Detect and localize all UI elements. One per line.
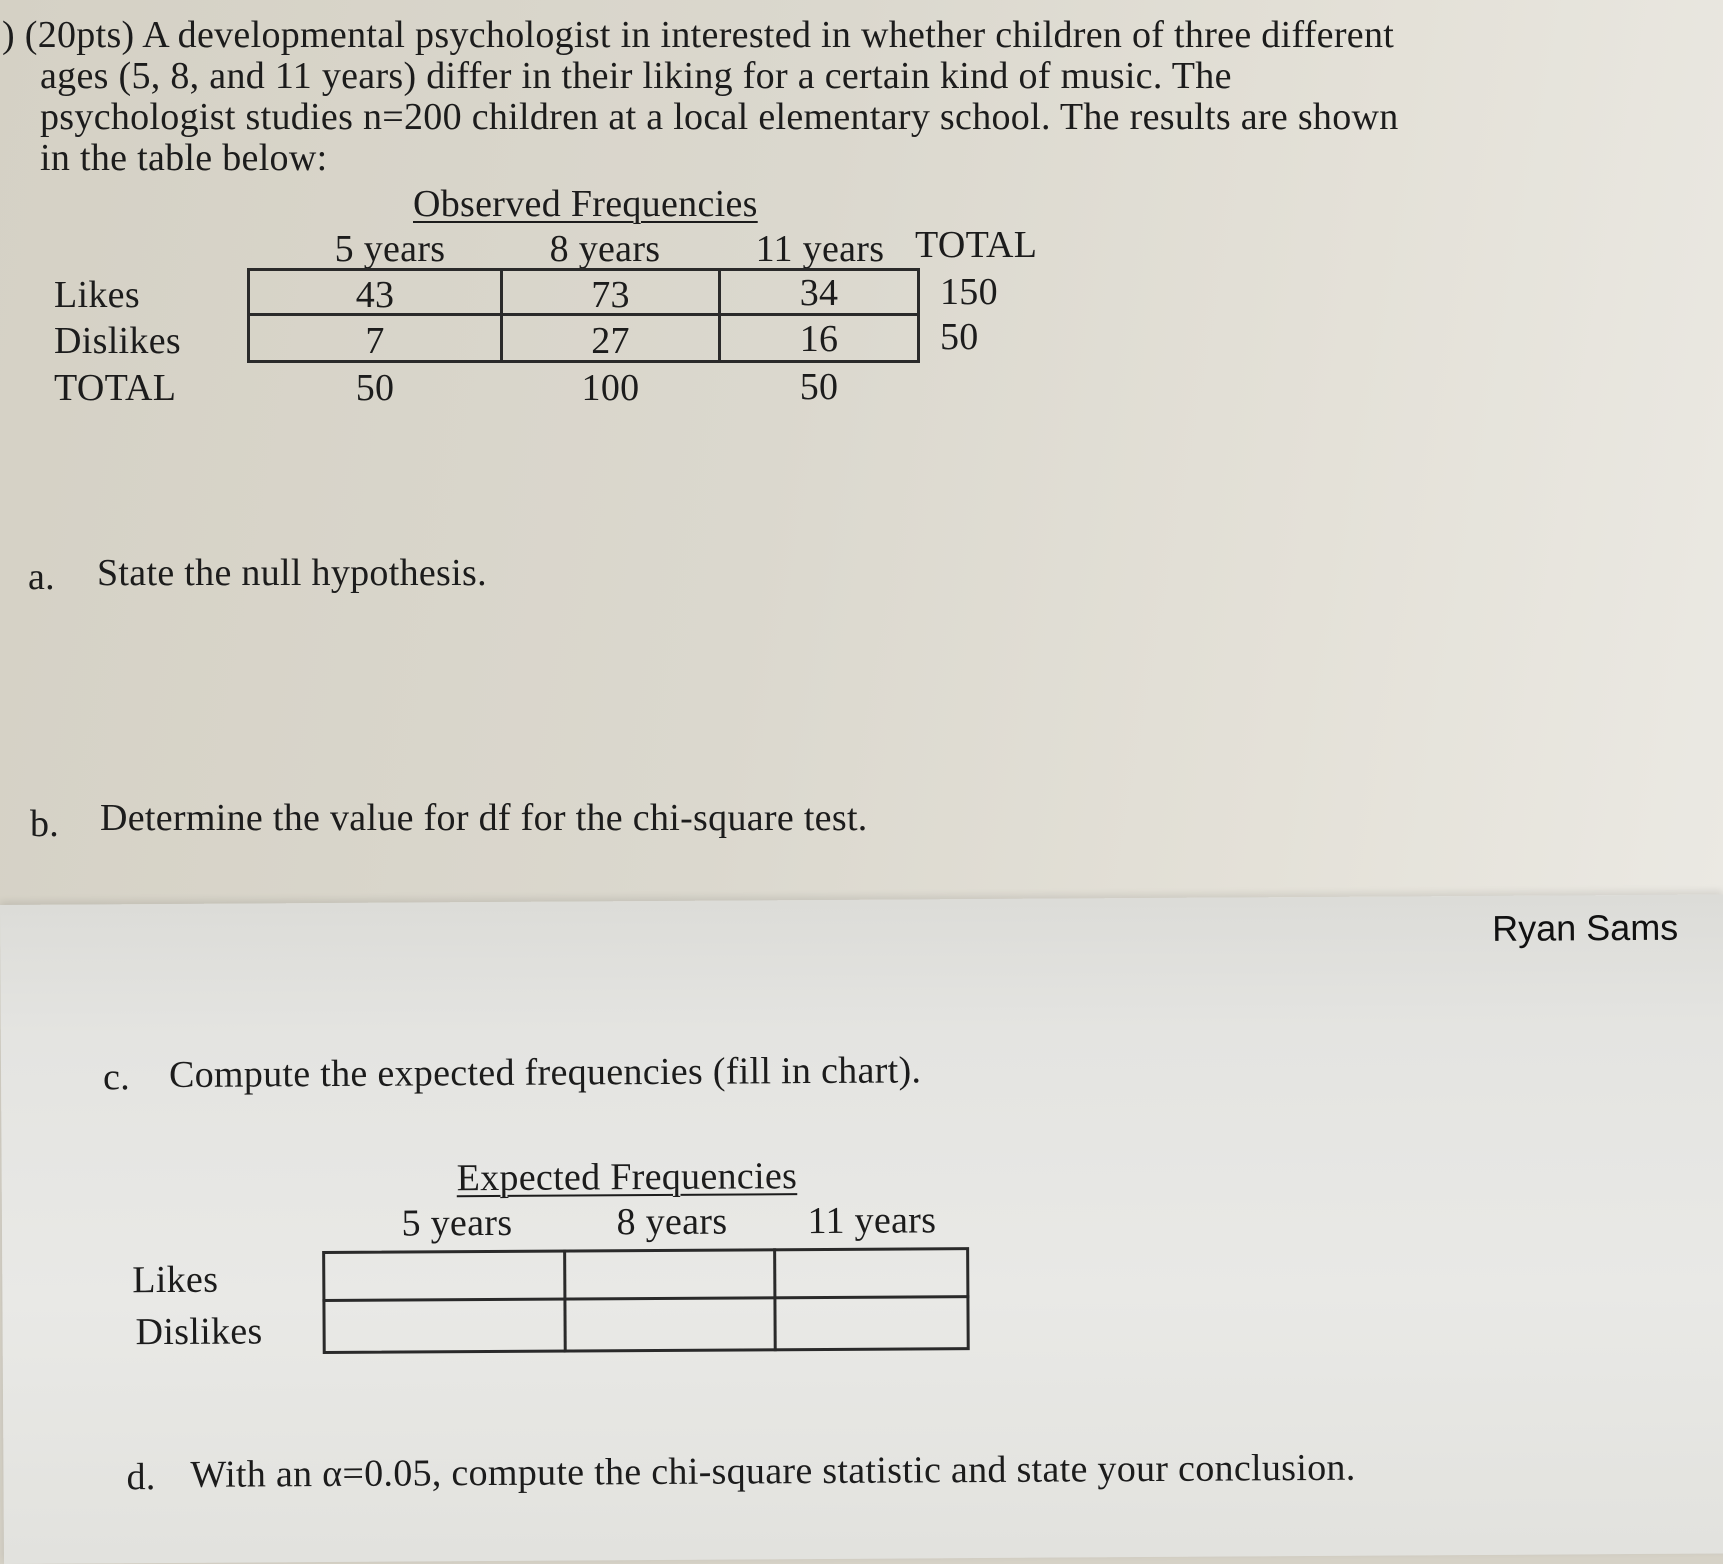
observed-cell: 16 bbox=[799, 318, 839, 360]
expected-grid-divider bbox=[773, 1248, 777, 1351]
observed-row-total: TOTAL bbox=[54, 367, 177, 409]
expected-col-8-years: 8 years bbox=[616, 1200, 728, 1244]
observed-cell: 34 bbox=[799, 272, 839, 314]
expected-col-11-years: 11 years bbox=[807, 1199, 937, 1243]
observed-col-8-years: 8 years bbox=[549, 228, 661, 270]
observed-col-11-years: 11 years bbox=[755, 228, 885, 270]
student-name: Ryan Sams bbox=[1492, 906, 1679, 949]
observed-cell: 43 bbox=[355, 274, 395, 316]
question-d-marker: d. bbox=[126, 1456, 156, 1499]
problem-line-3: psychologist studies n=200 children at a local elementary school. The results are shown bbox=[40, 96, 1399, 138]
question-d-text: With an α=0.05, compute the chi-square statistic and state your conclusion. bbox=[190, 1446, 1356, 1496]
question-b-marker: b. bbox=[30, 803, 60, 845]
observed-col-total: TOTAL bbox=[915, 224, 1038, 266]
observed-col-total-value: 50 bbox=[799, 366, 839, 408]
question-c-marker: c. bbox=[102, 1056, 131, 1099]
observed-cell: 27 bbox=[591, 320, 630, 362]
problem-line-1: ) (20pts) A developmental psychologist in interested in whether children of three different bbox=[2, 14, 1395, 56]
observed-col-total-value: 50 bbox=[355, 367, 395, 409]
observed-cell: 73 bbox=[591, 274, 630, 316]
question-a-marker: a. bbox=[28, 556, 55, 598]
observed-col-5-years: 5 years bbox=[334, 228, 446, 270]
question-a-text: State the null hypothesis. bbox=[97, 552, 487, 594]
observed-row-likes: Likes bbox=[54, 274, 140, 316]
problem-line-4: in the table below: bbox=[40, 137, 328, 179]
question-b-text: Determine the value for df for the chi-square test. bbox=[100, 797, 868, 839]
expected-title: Expected Frequencies bbox=[456, 1155, 798, 1200]
expected-grid-divider bbox=[563, 1250, 567, 1353]
expected-col-5-years: 5 years bbox=[401, 1201, 513, 1245]
problem-line-2: ages (5, 8, and 11 years) differ in their liking for a certain kind of music. The bbox=[40, 55, 1232, 97]
observed-cell: 7 bbox=[365, 320, 385, 362]
observed-row-total-value: 50 bbox=[940, 316, 979, 358]
observed-col-total-value: 100 bbox=[581, 367, 640, 409]
question-c-text: Compute the expected frequencies (fill in chart). bbox=[168, 1049, 922, 1096]
worksheet-bottom-page bbox=[0, 894, 1723, 1564]
observed-row-total-value: 150 bbox=[940, 271, 998, 313]
observed-title: Observed Frequencies bbox=[413, 183, 758, 225]
expected-row-likes: Likes bbox=[132, 1258, 219, 1302]
observed-row-dislikes: Dislikes bbox=[54, 320, 181, 362]
expected-row-dislikes: Dislikes bbox=[135, 1310, 263, 1354]
